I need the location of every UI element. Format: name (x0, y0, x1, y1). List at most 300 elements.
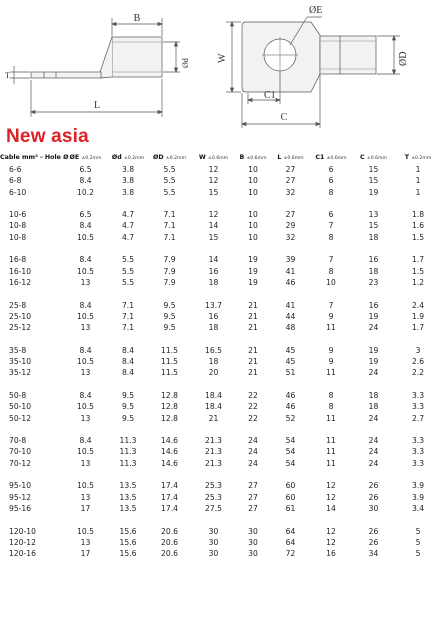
cell-c: 19 (368, 357, 379, 367)
cell-c1: 16 (326, 549, 336, 559)
cell-d-outer: 7.1 (163, 221, 176, 231)
group-spacer (0, 198, 441, 209)
cell-e: 13 (80, 277, 91, 287)
label-d-outer: ØD (398, 51, 409, 66)
cell-d-outer: 17.4 (161, 492, 178, 502)
cell-w: 16 (208, 266, 219, 276)
cell-e: 13 (80, 537, 91, 547)
cell-cable-hole: 35-10 (9, 357, 32, 367)
cell-l: 48 (285, 323, 296, 333)
cell-cable-hole: 10-8 (9, 221, 27, 231)
cell-t: 3.3 (411, 436, 425, 446)
cell-l: 39 (285, 255, 296, 265)
cell-t: 1 (415, 176, 421, 186)
cell-c1: 11 (326, 323, 336, 333)
cell-d-outer: 7.9 (163, 277, 176, 287)
cell-d-outer: 9.5 (163, 311, 176, 321)
cell-b: 21 (248, 345, 258, 355)
cell-l: 52 (285, 413, 296, 423)
group-spacer (0, 424, 441, 435)
cell-l: 32 (285, 187, 296, 197)
cell-c1: 12 (326, 537, 336, 547)
cell-e: 8.4 (79, 436, 92, 446)
cell-d-inner: 4.7 (121, 232, 135, 242)
cell-t: 1.7 (411, 323, 425, 333)
spec-table (0, 150, 441, 559)
table-row (0, 209, 441, 220)
cell-d-outer: 11.5 (161, 357, 178, 367)
cell-b: 21 (248, 300, 258, 310)
cell-b: 21 (248, 311, 258, 321)
header-b: B ±0.6mm (239, 153, 267, 161)
cell-e: 8.4 (79, 255, 92, 265)
cell-l: 27 (285, 210, 296, 220)
header-l: L ±0.6mm (277, 153, 304, 161)
cell-b: 27 (248, 481, 258, 491)
cell-c: 18 (368, 402, 379, 412)
cell-c: 24 (368, 436, 379, 446)
cell-c: 19 (368, 345, 379, 355)
cell-d-outer: 9.5 (163, 323, 176, 333)
header-d-outer: ØD ±0.2mm (153, 153, 186, 161)
cell-w: 18.4 (205, 390, 222, 400)
cell-t: 1.6 (411, 221, 425, 231)
cell-e: 17 (80, 503, 91, 513)
header-d-inner: Ød ±0.2mm (111, 153, 145, 161)
cell-t: 1.5 (411, 232, 425, 242)
cell-e: 10.2 (77, 187, 94, 197)
header-w: W ±0.6mm (198, 153, 229, 161)
cell-t: 2.7 (411, 413, 425, 423)
group-spacer (0, 333, 441, 344)
table-row (0, 232, 441, 243)
cell-w: 30 (208, 537, 219, 547)
cell-l: 45 (285, 357, 296, 367)
cell-e: 8.4 (79, 176, 92, 186)
cell-b: 24 (248, 447, 258, 457)
spec-table-body (0, 164, 441, 559)
cell-t: 3.9 (411, 492, 425, 502)
cell-l: 61 (285, 503, 296, 513)
cell-e: 10.5 (77, 526, 94, 536)
cell-d-inner: 11.3 (119, 436, 137, 446)
cell-cable-hole: 70-8 (9, 436, 27, 446)
cell-e: 10.5 (77, 311, 94, 321)
cell-w: 13.7 (205, 300, 222, 310)
cell-d-outer: 14.6 (161, 436, 178, 446)
cell-c: 23 (368, 277, 379, 287)
cell-w: 16.5 (205, 345, 222, 355)
cell-c: 19 (368, 311, 379, 321)
cell-c1: 9 (328, 345, 334, 355)
cell-c1: 9 (328, 357, 334, 367)
dimension-drawings (0, 0, 441, 128)
cell-w: 18 (208, 357, 219, 367)
cell-c: 15 (368, 165, 379, 174)
cell-w: 18 (208, 323, 219, 333)
cell-d-inner: 8.4 (121, 357, 135, 367)
table-row (0, 277, 441, 288)
cell-t: 2.2 (411, 368, 425, 378)
table-row (0, 175, 441, 186)
table-row (0, 458, 441, 469)
cell-c1: 6 (328, 176, 334, 186)
cell-c1: 8 (328, 390, 334, 400)
cell-cable-hole: 120-16 (9, 549, 36, 559)
cell-d-inner: 9.5 (121, 402, 135, 412)
cell-l: 64 (285, 526, 296, 536)
cell-b: 21 (248, 323, 258, 333)
table-row (0, 164, 441, 175)
cell-cable-hole: 6-6 (9, 165, 22, 174)
cell-d-inner: 13.5 (119, 503, 137, 513)
cell-cable-hole: 16-10 (9, 266, 32, 276)
cell-c1: 10 (326, 277, 336, 287)
header-e: ØE ±0.2mm (69, 153, 102, 161)
cell-t: 3.9 (411, 481, 425, 491)
cell-w: 30 (208, 549, 219, 559)
table-row (0, 345, 441, 356)
cell-e: 13 (80, 368, 91, 378)
cell-d-outer: 7.1 (163, 210, 176, 220)
cell-t: 1.8 (411, 210, 425, 220)
cell-l: 41 (285, 266, 296, 276)
cell-c: 18 (368, 390, 379, 400)
cell-c: 26 (368, 537, 379, 547)
table-row (0, 548, 441, 559)
cell-w: 15 (208, 232, 219, 242)
cell-w: 21.3 (205, 447, 222, 457)
group-spacer (0, 379, 441, 390)
table-row (0, 492, 441, 503)
cell-c1: 11 (326, 447, 336, 457)
table-row (0, 220, 441, 231)
label-c1: C1 (264, 90, 276, 101)
table-row (0, 480, 441, 491)
cell-b: 30 (248, 526, 258, 536)
cell-l: 54 (285, 436, 296, 446)
cell-t: 1.7 (411, 255, 425, 265)
table-row (0, 322, 441, 333)
cell-cable-hole: 120-12 (9, 537, 36, 547)
cell-c1: 6 (328, 210, 334, 220)
label-b: B (133, 13, 141, 24)
cell-d-inner: 15.6 (119, 526, 137, 536)
cell-cable-hole: 95-10 (9, 481, 32, 491)
cell-d-outer: 11.5 (161, 368, 178, 378)
header-t: T ±0.2mm (404, 153, 432, 161)
group-spacer (0, 469, 441, 480)
cell-b: 22 (248, 402, 258, 412)
cell-d-inner: 7.1 (121, 300, 135, 310)
header-cable: Cable mm² - Hole Ø (0, 153, 69, 161)
cell-e: 8.4 (79, 390, 92, 400)
cell-w: 27.5 (205, 503, 222, 513)
table-row (0, 390, 441, 401)
cell-d-outer: 5.5 (163, 187, 176, 197)
cell-d-inner: 4.7 (121, 210, 135, 220)
group-spacer (0, 288, 441, 299)
label-t: T (5, 71, 10, 80)
cell-b: 24 (248, 436, 258, 446)
cell-c: 26 (368, 481, 379, 491)
table-row (0, 311, 441, 322)
cell-cable-hole: 50-8 (9, 390, 27, 400)
cell-c: 24 (368, 323, 379, 333)
brand-logo-text: New asia (6, 126, 89, 147)
table-row (0, 537, 441, 548)
cell-c: 18 (368, 266, 379, 276)
cell-e: 8.4 (79, 221, 92, 231)
cell-t: 2.6 (411, 357, 425, 367)
cell-w: 14 (208, 221, 219, 231)
cell-t: 1.5 (411, 266, 425, 276)
table-row (0, 413, 441, 424)
cell-t: 1 (415, 165, 421, 174)
cell-d-inner: 7.1 (121, 323, 135, 333)
cell-e: 10.5 (77, 266, 94, 276)
cell-cable-hole: 6-8 (9, 176, 22, 186)
cell-d-outer: 5.5 (163, 165, 176, 174)
cell-c1: 7 (328, 221, 334, 231)
cell-d-inner: 15.6 (119, 549, 137, 559)
cell-cable-hole: 25-12 (9, 323, 32, 333)
cell-c1: 14 (326, 503, 336, 513)
cell-d-inner: 9.5 (121, 390, 135, 400)
cell-b: 22 (248, 390, 258, 400)
cell-l: 46 (285, 390, 296, 400)
cell-e: 8.4 (79, 300, 92, 310)
cell-cable-hole: 35-12 (9, 368, 32, 378)
table-row (0, 446, 441, 457)
cell-cable-hole: 50-12 (9, 413, 32, 423)
cell-w: 30 (208, 526, 219, 536)
cell-c: 30 (368, 503, 379, 513)
cell-t: 5 (415, 526, 421, 536)
cell-e: 10.5 (77, 481, 94, 491)
cell-c1: 11 (326, 368, 336, 378)
cell-c1: 9 (328, 311, 334, 321)
cell-d-outer: 11.5 (161, 345, 178, 355)
cell-b: 30 (248, 537, 258, 547)
cell-e: 13 (80, 492, 91, 502)
header-c1: C1 ±0.6mm (315, 153, 347, 161)
table-row (0, 503, 441, 514)
cell-w: 25.3 (205, 492, 222, 502)
cell-cable-hole: 25-10 (9, 311, 32, 321)
cell-c1: 12 (326, 492, 336, 502)
cell-d-outer: 7.9 (163, 266, 176, 276)
cell-c: 34 (368, 549, 379, 559)
table-row (0, 526, 441, 537)
cell-b: 21 (248, 368, 258, 378)
cell-cable-hole: 95-12 (9, 492, 32, 502)
label-c: C (280, 112, 288, 123)
cell-d-outer: 12.8 (161, 390, 178, 400)
cell-d-inner: 13.5 (119, 481, 137, 491)
table-row (0, 401, 441, 412)
cell-c: 24 (368, 368, 379, 378)
cell-w: 25.3 (205, 481, 222, 491)
cell-d-inner: 5.5 (121, 266, 135, 276)
cell-b: 24 (248, 458, 258, 468)
cell-d-outer: 9.5 (163, 300, 176, 310)
cell-l: 60 (285, 492, 296, 502)
cell-c1: 6 (328, 165, 334, 174)
cell-l: 29 (285, 221, 296, 231)
cell-c: 13 (368, 210, 379, 220)
cell-c: 15 (368, 221, 379, 231)
cell-l: 32 (285, 232, 296, 242)
cell-c1: 8 (328, 266, 334, 276)
cell-t: 3.3 (411, 447, 425, 457)
cell-w: 14 (208, 255, 219, 265)
cell-b: 30 (248, 549, 258, 559)
cell-l: 60 (285, 481, 296, 491)
cell-d-outer: 17.4 (161, 503, 178, 513)
cell-w: 21 (208, 413, 219, 423)
cell-w: 12 (208, 176, 219, 186)
label-d: Ød (181, 58, 190, 68)
cell-cable-hole: 120-10 (9, 526, 36, 536)
label-l: L (93, 100, 101, 111)
cell-b: 10 (248, 221, 258, 231)
cell-c: 24 (368, 458, 379, 468)
cell-d-outer: 20.6 (161, 549, 178, 559)
cell-b: 10 (248, 210, 258, 220)
cell-c1: 8 (328, 187, 334, 197)
table-row (0, 254, 441, 265)
cell-b: 27 (248, 492, 258, 502)
cell-b: 19 (248, 266, 258, 276)
cell-b: 10 (248, 165, 258, 174)
cell-cable-hole: 35-8 (9, 345, 27, 355)
cell-d-inner: 3.8 (121, 187, 135, 197)
cell-w: 12 (208, 210, 219, 220)
cell-l: 27 (285, 176, 296, 186)
cell-l: 64 (285, 537, 296, 547)
cell-c1: 8 (328, 402, 334, 412)
cell-b: 10 (248, 232, 258, 242)
cell-cable-hole: 16-8 (9, 255, 27, 265)
cell-l: 54 (285, 458, 296, 468)
cell-cable-hole: 10-6 (9, 210, 27, 220)
cell-w: 15 (208, 187, 219, 197)
label-w: W (217, 53, 228, 63)
top-view-drawing (226, 17, 400, 128)
cell-c1: 11 (326, 436, 336, 446)
cell-c: 15 (368, 176, 379, 186)
cell-b: 22 (248, 413, 258, 423)
cell-w: 18.4 (205, 402, 222, 412)
cell-d-inner: 15.6 (119, 537, 137, 547)
cell-d-outer: 12.8 (161, 402, 178, 412)
cell-w: 18 (208, 277, 219, 287)
cell-c: 16 (368, 255, 379, 265)
cell-e: 17 (80, 549, 91, 559)
cell-cable-hole: 16-12 (9, 277, 32, 287)
cell-d-inner: 5.5 (121, 255, 135, 265)
cell-e: 10.5 (77, 357, 94, 367)
cell-l: 41 (285, 300, 296, 310)
cell-c1: 12 (326, 481, 336, 491)
cell-t: 3 (415, 345, 421, 355)
cell-t: 2.4 (411, 300, 425, 310)
cell-w: 21.3 (205, 458, 222, 468)
cell-e: 6.5 (79, 165, 92, 174)
cell-d-outer: 20.6 (161, 526, 178, 536)
cell-t: 1.9 (411, 311, 425, 321)
cell-c: 26 (368, 492, 379, 502)
cell-w: 21.3 (205, 436, 222, 446)
cell-c1: 7 (328, 300, 334, 310)
cell-d-outer: 14.6 (161, 447, 178, 457)
table-row (0, 356, 441, 367)
cell-cable-hole: 70-10 (9, 447, 32, 457)
cell-d-outer: 17.4 (161, 481, 178, 491)
cell-c1: 11 (326, 458, 336, 468)
group-spacer (0, 243, 441, 254)
cell-cable-hole: 70-12 (9, 458, 32, 468)
cell-e: 6.5 (79, 210, 92, 220)
cell-c: 16 (368, 300, 379, 310)
cell-d-outer: 7.9 (163, 255, 176, 265)
cell-c1: 8 (328, 232, 334, 242)
cell-l: 54 (285, 447, 296, 457)
table-row (0, 435, 441, 446)
cell-w: 16 (208, 311, 219, 321)
header-c: C ±0.6mm (360, 153, 387, 161)
cell-t: 3.3 (411, 458, 425, 468)
cell-d-outer: 14.6 (161, 458, 178, 468)
cell-d-inner: 9.5 (121, 413, 135, 423)
cell-t: 3.3 (411, 402, 425, 412)
cell-d-inner: 11.3 (119, 447, 137, 457)
table-row (0, 266, 441, 277)
cell-d-inner: 11.3 (119, 458, 137, 468)
cell-d-outer: 12.8 (161, 413, 178, 423)
cell-b: 19 (248, 255, 258, 265)
cell-d-inner: 7.1 (121, 311, 135, 321)
cell-e: 13 (80, 413, 91, 423)
cell-c: 19 (368, 187, 379, 197)
cell-l: 27 (285, 165, 296, 174)
cell-b: 10 (248, 176, 258, 186)
cell-cable-hole: 50-10 (9, 402, 32, 412)
cell-b: 19 (248, 277, 258, 287)
cell-l: 45 (285, 345, 296, 355)
cell-l: 72 (285, 549, 296, 559)
table-row (0, 187, 441, 198)
cell-e: 10.5 (77, 402, 94, 412)
cell-d-inner: 13.5 (119, 492, 137, 502)
cell-d-outer: 5.5 (163, 176, 176, 186)
cell-l: 51 (285, 368, 296, 378)
cell-t: 1.2 (411, 277, 425, 287)
cell-c1: 12 (326, 526, 336, 536)
label-e: ØE (309, 5, 323, 16)
cell-d-inner: 3.8 (121, 176, 135, 186)
cell-l: 46 (285, 402, 296, 412)
cell-cable-hole: 95-16 (9, 503, 32, 513)
cell-d-inner: 4.7 (121, 221, 135, 231)
cell-c: 24 (368, 447, 379, 457)
cell-w: 20 (208, 368, 219, 378)
cell-d-outer: 20.6 (161, 537, 178, 547)
cell-cable-hole: 6-10 (9, 187, 27, 197)
cell-d-inner: 5.5 (121, 277, 135, 287)
cell-t: 3.3 (411, 390, 425, 400)
